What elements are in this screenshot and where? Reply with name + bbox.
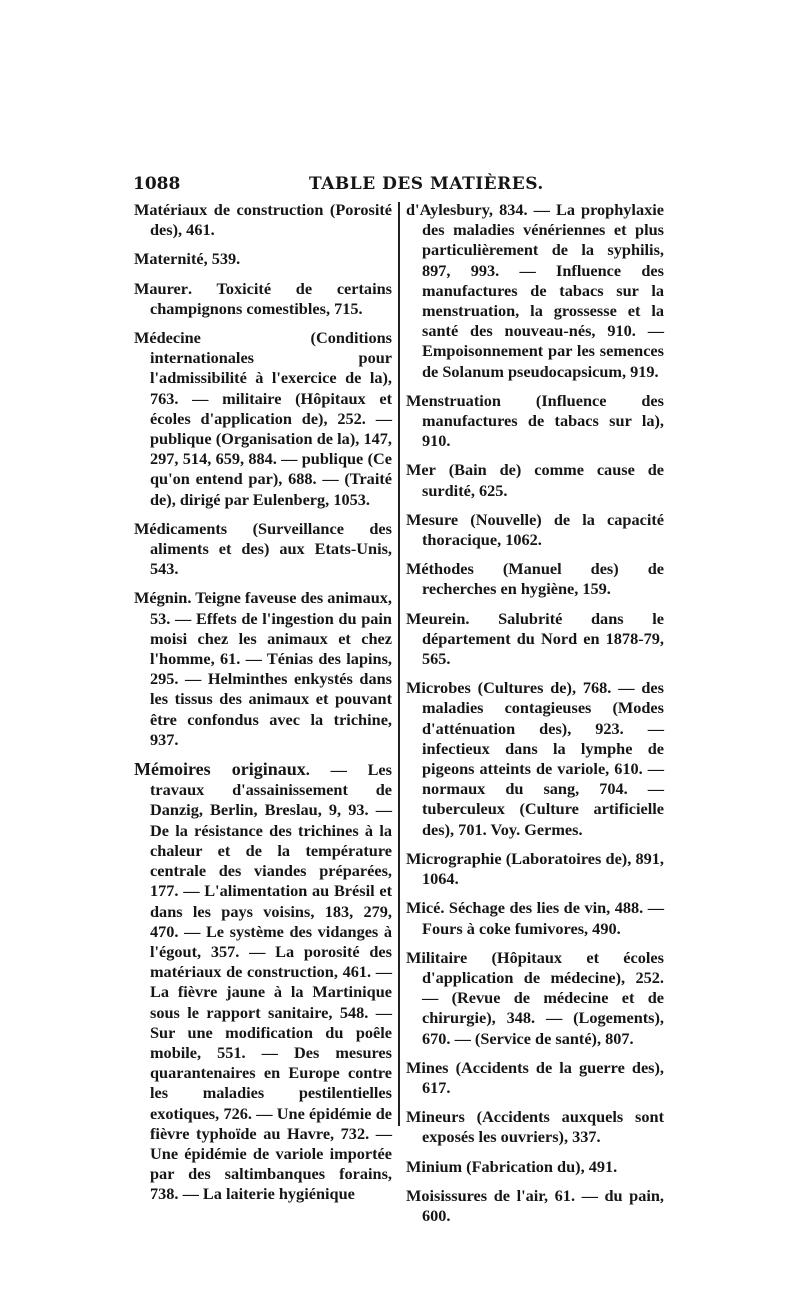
page-header [133,172,663,196]
index-entry: Mémoires originaux. — Les travaux d'assainissement de Danzig, Berlin, Breslau, 9, 93. — De la résistance des trichines à la chaleur et de la température centrale des viandes préparées, 177. — L'alimentation au Brésil et dans les pays voisins, 183, 279, 470. — Le système des vidanges à l'égout, 357. — La porosité des matériaux de construction, 461. — La fièvre jaune à la Martinique sous le rapport sanitaire, 548. — Sur une modification du poêle mobile, 551. — Des mesures quarantenaires en Europe contre les maladies pestilentielles exotiques, 726. — Une épidémie de fièvre typhoïde au Havre, 732. — Une épidémie de variole importée par des saltimbanques forains, 738. — La laiterie hygiénique [134,759,392,1204]
index-entry: Médicaments (Surveillance des aliments et des) aux Etats-Unis, 543. [134,518,392,579]
index-entry-continued: d'Aylesbury, 834. — La prophylaxie des maladies vénériennes et plus particulièrement de la syphilis, 897, 993. — Influence des manufactures de tabacs sur la menstruation, la grossesse et la santé des nouveau-nés, 910. — Empoisonnement par les semences de Solanum pseudocapsicum, 919. [406,200,664,381]
index-entry: Maurer. Toxicité de certains champignons comestibles, 715. [134,278,392,318]
left-column [134,200,392,1214]
index-entry: Micé. Séchage des lies de vin, 488. — Fours à coke fumivores, 490. [406,898,664,938]
index-entry: Maternité, 539. [134,249,241,269]
index-entry: Menstruation (Influence des manufactures de tabacs sur la), 910. [406,390,664,451]
index-entry: Méthodes (Manuel des) de recherches en hygiène, 159. [406,559,664,599]
index-entry: Matériaux de construction (Porosité des), 461. [134,200,392,240]
index-entry: Micrographie (Laboratoires de), 891, 1064. [406,848,664,889]
index-entry: Microbes (Cultures de), 768. — des maladies contagieuses (Modes d'atténuation des), 923. — infectieux dans la lymphe de pigeons atteints de variole, 610. — normaux du sang, 704. — tuberculeux (Culture artificielle des), 701. Voy. Germes. [406,678,664,839]
index-entry: Mesure (Nouvelle) de la capacité thoracique, 1062. [406,509,664,550]
running-title: TABLE DES MATIÈRES. [309,174,544,194]
index-entry: Médecine (Conditions internationales pour l'admissibilité à l'exercice de la), 763. — militaire (Hôpitaux et écoles d'application de), 252. — publique (Organisation de la), 147, 297, 514, 659, 884. — publique (Ce qu'on entend par), 688. — (Traité de), dirigé par Eulenberg, 1053. [134,328,392,509]
column-divider [398,202,400,1126]
right-column [406,200,664,1235]
index-entry: Mer (Bain de) comme cause de surdité, 625. [406,460,664,500]
index-entry: Mineurs (Accidents auxquels sont exposés les ouvriers), 337. [406,1107,664,1147]
index-entry: Militaire (Hôpitaux et écoles d'application de médecine), 252. — (Revue de médecine et de chirurgie), 348. — (Logements), 670. — (Service de santé), 807. [406,947,664,1048]
index-entry: Meurein. Salubrité dans le département du Nord en 1878-79, 565. [406,608,664,669]
index-entry: Mines (Accidents de la guerre des), 617. [406,1057,664,1097]
page-number: 1088 [133,174,181,194]
index-entry: Mégnin. Teigne faveuse des animaux, 53. — Effets de l'ingestion du pain moisi chez les animaux et chez l'homme, 61. — Ténias des lapins, 295. — Helminthes enkystés dans les tissus des animaux et pouvant être confondus avec la trichine, 937. [134,588,392,749]
index-entry: Moisissures de l'air, 61. — du pain, 600. [406,1185,664,1225]
index-entry: Minium (Fabrication du), 491. [406,1156,618,1176]
